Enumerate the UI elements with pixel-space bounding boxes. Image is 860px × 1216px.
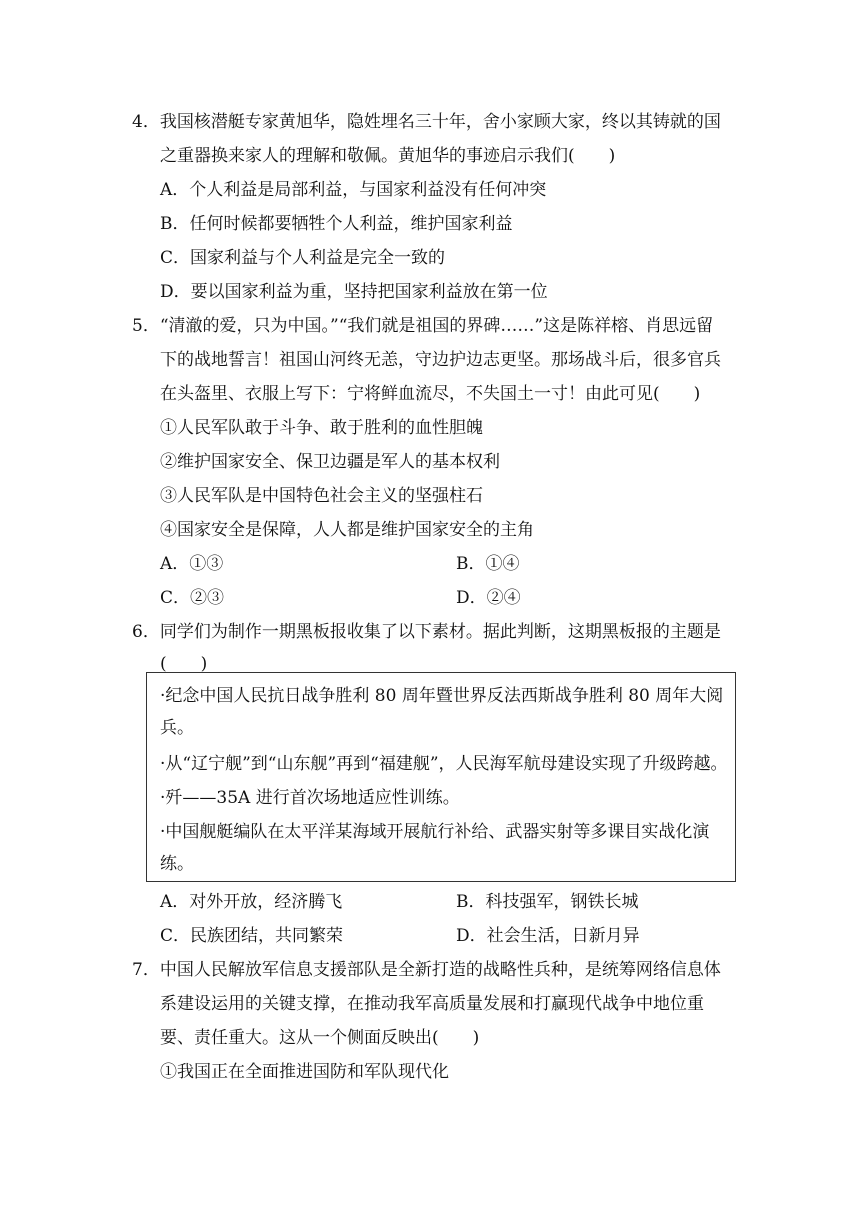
option-d: D．要以国家利益为重，坚持把国家利益放在第一位 bbox=[160, 282, 548, 302]
statement-3: ③人民军队是中国特色社会主义的坚强柱石 bbox=[160, 486, 483, 506]
question-stem-line: ( ) bbox=[160, 654, 208, 674]
question-stem-line: 下的战地誓言！祖国山河终无恙，守边护边志更坚。那场战斗后，很多官兵 bbox=[160, 350, 721, 370]
option-b: B．①④ bbox=[456, 554, 520, 574]
material-line: 兵。 bbox=[160, 718, 194, 738]
question-stem-line: 在头盔里、衣服上写下：宁将鲜血流尽，不失国土一寸！由此可见( ) bbox=[160, 384, 701, 404]
option-d: D．②④ bbox=[456, 588, 521, 608]
question-stem-line: 7．中国人民解放军信息支援部队是全新打造的战略性兵种，是统筹网络信息体 bbox=[132, 960, 721, 980]
question-stem-line: 6．同学们为制作一期黑板报收集了以下素材。据此判断，这期黑板报的主题是 bbox=[132, 622, 721, 642]
material-line: ·从“辽宁舰”到“山东舰”再到“福建舰”，人民海军航母建设实现了升级跨越。 bbox=[160, 754, 728, 774]
statement-2: ②维护国家安全、保卫边疆是军人的基本权利 bbox=[160, 452, 500, 472]
question-stem-line: 要、责任重大。这从一个侧面反映出( ) bbox=[160, 1028, 480, 1048]
statement-1: ①我国正在全面推进国防和军队现代化 bbox=[160, 1062, 449, 1082]
option-b: B．任何时候都要牺牲个人利益，维护国家利益 bbox=[160, 214, 513, 234]
option-a: A．①③ bbox=[160, 554, 224, 574]
material-line: ·纪念中国人民抗日战争胜利 80 周年暨世界反法西斯战争胜利 80 周年大阅 bbox=[160, 686, 724, 706]
material-line: ·歼——35A 进行首次场地适应性训练。 bbox=[160, 788, 460, 808]
option-c: C．民族团结，共同繁荣 bbox=[160, 926, 344, 946]
option-c: C．②③ bbox=[160, 588, 225, 608]
option-a: A．对外开放，经济腾飞 bbox=[160, 892, 343, 912]
material-line: ·中国舰艇编队在太平洋某海域开展航行补给、武器实射等多课目实战化演 bbox=[160, 822, 710, 842]
option-c: C．国家利益与个人利益是完全一致的 bbox=[160, 248, 446, 268]
material-line: 练。 bbox=[160, 854, 194, 874]
question-stem-line: 之重器换来家人的理解和敬佩。黄旭华的事迹启示我们( ) bbox=[160, 146, 616, 166]
statement-4: ④国家安全是保障，人人都是维护国家安全的主角 bbox=[160, 520, 534, 540]
option-b: B．科技强军，钢铁长城 bbox=[456, 892, 639, 912]
option-d: D．社会生活，日新月异 bbox=[456, 926, 640, 946]
question-stem-line: 5．“清澈的爱，只为中国。”“我们就是祖国的界碑……”这是陈祥榕、肖思远留 bbox=[132, 316, 714, 336]
question-stem-line: 4．我国核潜艇专家黄旭华，隐姓埋名三十年，舍小家顾大家，终以其铸就的国 bbox=[132, 112, 721, 132]
question-stem-line: 系建设运用的关键支撑，在推动我军高质量发展和打赢现代战争中地位重 bbox=[160, 994, 704, 1014]
statement-1: ①人民军队敢于斗争、敢于胜利的血性胆魄 bbox=[160, 418, 483, 438]
option-a: A．个人利益是局部利益，与国家利益没有任何冲突 bbox=[160, 180, 547, 200]
